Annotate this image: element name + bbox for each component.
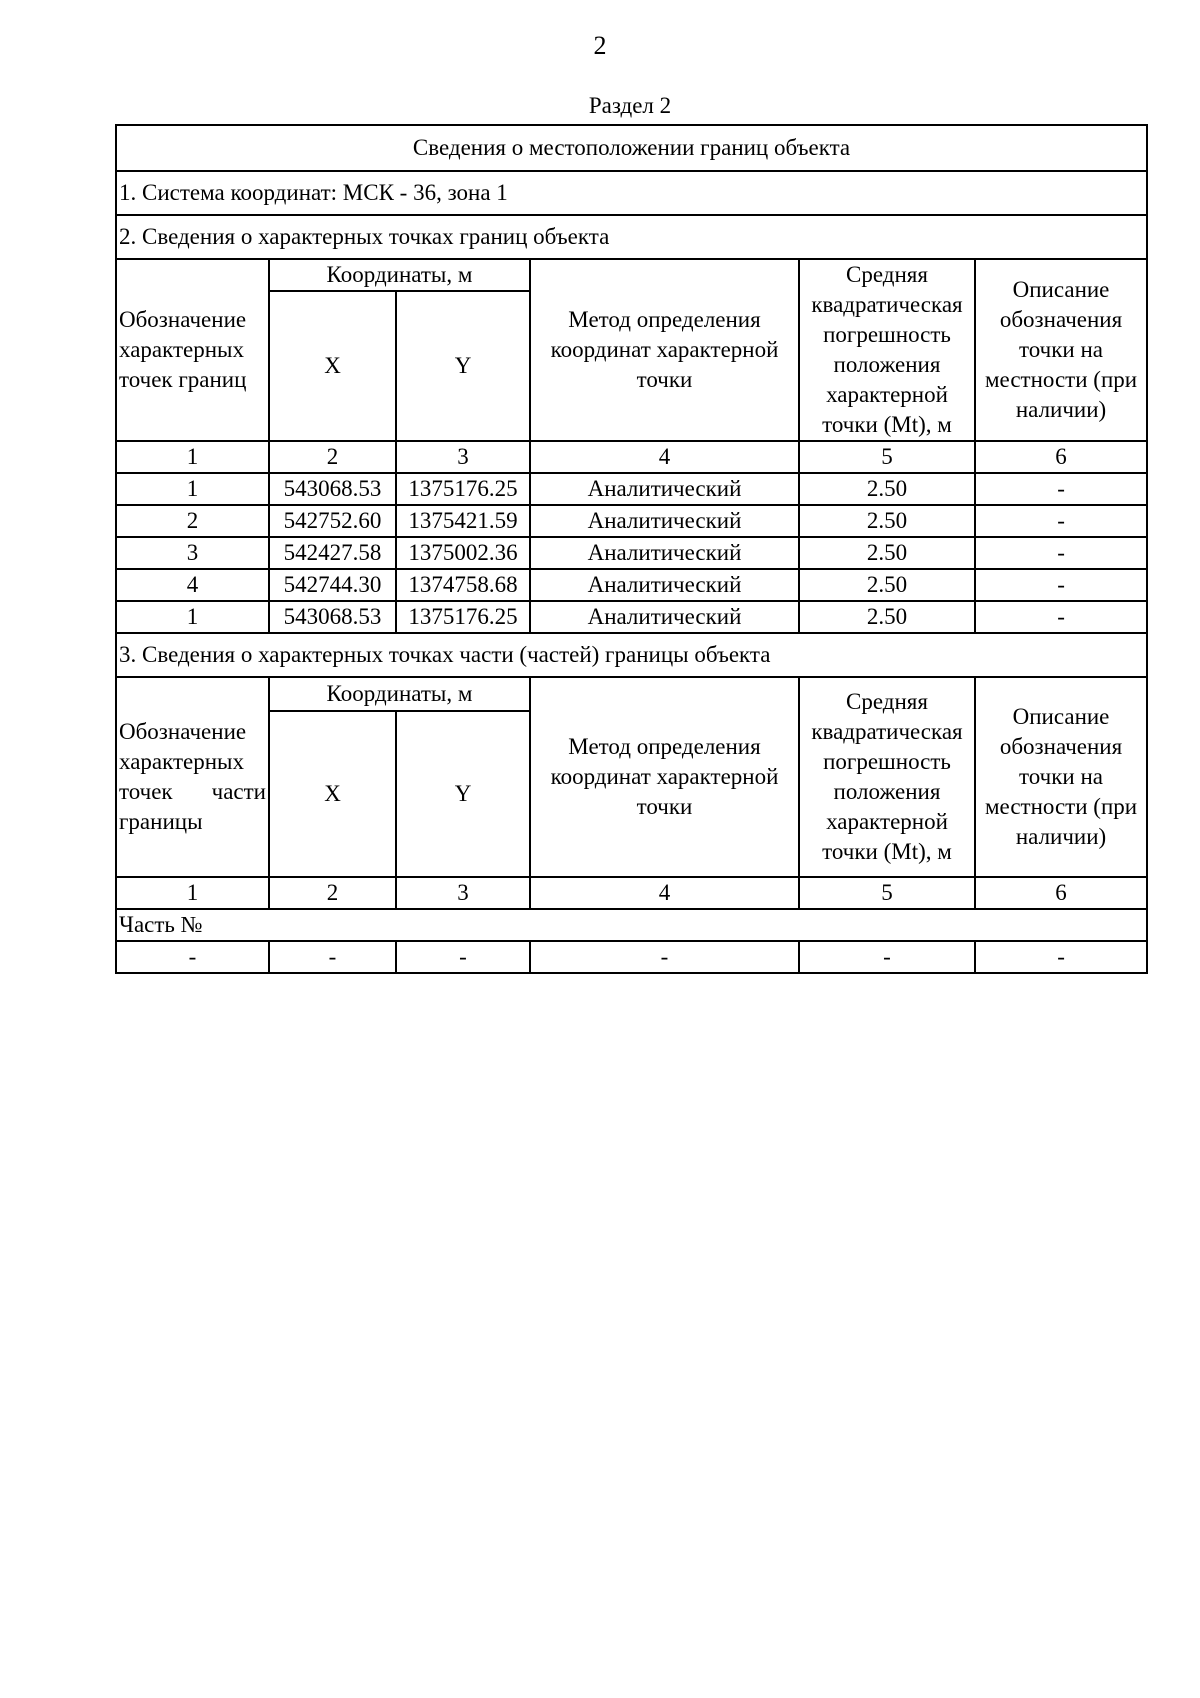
error-cell: 2.50: [799, 505, 975, 537]
header-method: Метод определения координат характерной точки: [530, 259, 799, 441]
y-cell: 1375002.36: [396, 537, 530, 569]
page-number: 2: [593, 31, 607, 60]
y-cell: 1375421.59: [396, 505, 530, 537]
column-number: 4: [530, 877, 799, 909]
description-cell: -: [975, 601, 1147, 633]
y-cell: 1375176.25: [396, 601, 530, 633]
table-row: [116, 569, 1147, 601]
column-number: 6: [975, 441, 1147, 473]
header2-method: Метод определения координат характерной точки: [530, 677, 799, 877]
header-designation: Обозначение характерных точек границ: [116, 259, 269, 441]
header-x: X: [269, 291, 396, 441]
parts-section-title: 3. Сведения о характерных точках части (частей) границы объекта: [116, 633, 1147, 677]
method-cell: Аналитический: [530, 537, 799, 569]
empty-part-row: [116, 941, 1147, 973]
header2-y: Y: [396, 711, 530, 877]
method-cell: Аналитический: [530, 601, 799, 633]
column-number: 5: [799, 877, 975, 909]
x-cell: 543068.53: [269, 473, 396, 505]
column-number: 2: [269, 877, 396, 909]
boundary-table: [115, 124, 1148, 974]
header2-description: Описание обозначения точки на местности (при наличии): [975, 677, 1147, 877]
point-cell: 4: [116, 569, 269, 601]
empty-cell: -: [116, 941, 269, 973]
column-number: 3: [396, 441, 530, 473]
empty-cell: -: [799, 941, 975, 973]
method-cell: Аналитический: [530, 569, 799, 601]
header-description: Описание обозначения точки на местности (при наличии): [975, 259, 1147, 441]
header2-error: Средняя квадратическая погрешность положения характерной точки (Mt), м: [799, 677, 975, 877]
empty-cell: -: [530, 941, 799, 973]
point-cell: 1: [116, 473, 269, 505]
y-cell: 1375176.25: [396, 473, 530, 505]
error-cell: 2.50: [799, 569, 975, 601]
table-row: [116, 537, 1147, 569]
header2-coords: Координаты, м: [269, 677, 530, 711]
x-cell: 542744.30: [269, 569, 396, 601]
table-title: Сведения о местоположении границ объекта: [116, 125, 1147, 171]
error-cell: 2.50: [799, 537, 975, 569]
point-cell: 1: [116, 601, 269, 633]
column-number: 5: [799, 441, 975, 473]
x-cell: 542427.58: [269, 537, 396, 569]
table-row: [116, 473, 1147, 505]
column-number: 3: [396, 877, 530, 909]
error-cell: 2.50: [799, 473, 975, 505]
table-row: [116, 505, 1147, 537]
method-cell: Аналитический: [530, 505, 799, 537]
description-cell: -: [975, 505, 1147, 537]
point-cell: 3: [116, 537, 269, 569]
x-cell: 543068.53: [269, 601, 396, 633]
coord-system: 1. Система координат: МСК - 36, зона 1: [116, 171, 1147, 215]
header-coords: Координаты, м: [269, 259, 530, 291]
x-cell: 542752.60: [269, 505, 396, 537]
part-label: Часть №: [116, 909, 1147, 941]
description-cell: -: [975, 537, 1147, 569]
header-error: Средняя квадратическая погрешность положения характерной точки (Mt), м: [799, 259, 975, 441]
column-number: 2: [269, 441, 396, 473]
column-number: 1: [116, 877, 269, 909]
description-cell: -: [975, 473, 1147, 505]
header2-designation: Обозначение характерных точек части границы: [116, 677, 269, 877]
column-numbers-row-2: [116, 877, 1147, 909]
section-title: Раздел 2: [588, 93, 672, 118]
method-cell: Аналитический: [530, 473, 799, 505]
description-cell: -: [975, 569, 1147, 601]
empty-cell: -: [975, 941, 1147, 973]
column-number: 4: [530, 441, 799, 473]
table-row: [116, 601, 1147, 633]
y-cell: 1374758.68: [396, 569, 530, 601]
column-numbers-row: [116, 441, 1147, 473]
empty-cell: -: [396, 941, 530, 973]
column-number: 6: [975, 877, 1147, 909]
points-section-title: 2. Сведения о характерных точках границ объекта: [116, 215, 1147, 259]
empty-cell: -: [269, 941, 396, 973]
header2-x: X: [269, 711, 396, 877]
point-cell: 2: [116, 505, 269, 537]
error-cell: 2.50: [799, 601, 975, 633]
header-y: Y: [396, 291, 530, 441]
column-number: 1: [116, 441, 269, 473]
